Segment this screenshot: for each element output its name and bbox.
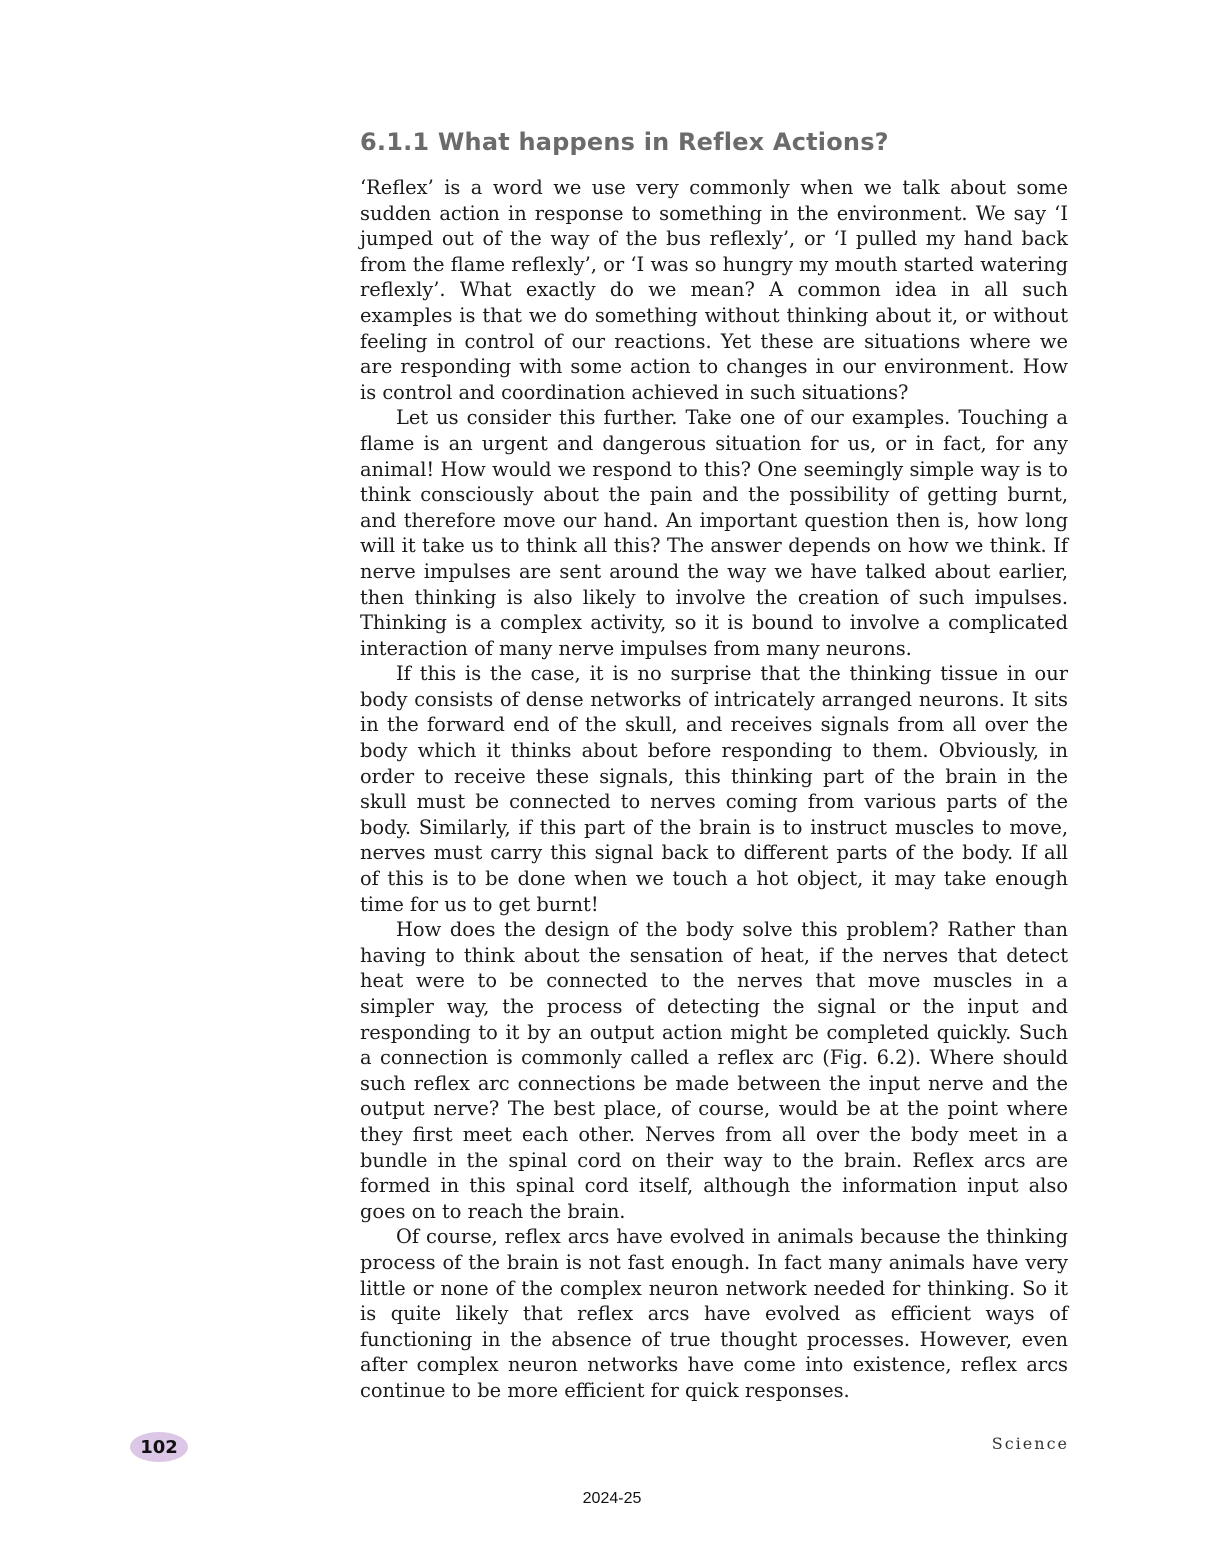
paragraph: If this is the case, it is no surprise that the thinking tissue in our body consists of dense networks of intricately arranged neurons. It sits in the forward end of the skull, and receives signals from all over the body which it thinks about before responding to them. Obviously, in order to receive these signals, this thinking part of the brain in the skull must be connected to nerves coming from various parts of the body. Similarly, if this part of the brain is to instruct muscles to move, nerves must carry this signal back to different parts of the body. If all of this is to be done when we touch a hot object, it may take enough time for us to get burnt! <box>360 662 1068 916</box>
edition-year: 2024-25 <box>582 1490 642 1507</box>
body-text <box>360 175 1068 1404</box>
paragraph: ‘Reflex’ is a word we use very commonly when we talk about some sudden action in response to something in the environment. We say ‘I jumped out of the way of the bus reflexly’, or ‘I pulled my hand back from the flame reflexly’, or ‘I was so hungry my mouth started watering reflexly’. What exactly do we mean? A common idea in all such examples is that we do something without thinking about it, or without feeling in control of our reactions. Yet these are situations where we are responding with some action to changes in our environment. How is control and coordination achieved in such situations? <box>360 176 1068 404</box>
page-number-badge <box>130 1432 188 1462</box>
paragraph: Of course, reflex arcs have evolved in animals because the thinking process of the brain is not fast enough. In fact many animals have very little or none of the complex neuron network needed for thinking. So it is quite likely that reflex arcs have evolved as efficient ways of functioning in the absence of true thought processes. However, even after complex neuron networks have come into existence, reflex arcs continue to be more efficient for quick responses. <box>360 1225 1068 1402</box>
page-number: 102 <box>140 1436 178 1458</box>
section-heading: 6.1.1 What happens in Reflex Actions? <box>360 128 889 156</box>
paragraph: Let us consider this further. Take one of our examples. Touching a flame is an urgent and dangerous situation for us, or in fact, for any animal! How would we respond to this? One seemingly simple way is to think consciously about the pain and the possibility of getting burnt, and therefore move our hand. An important question then is, how long will it take us to think all this? The answer depends on how we think. If nerve impulses are sent around the way we have talked about earlier, then thinking is also likely to involve the creation of such impulses. Thinking is a complex activity, so it is bound to involve a complicated interaction of many nerve impulses from many neurons. <box>360 406 1068 660</box>
subject-label: Science <box>991 1434 1069 1453</box>
paragraph: How does the design of the body solve this problem? Rather than having to think about the sensation of heat, if the nerves that detect heat were to be connected to the nerves that move muscles in a simpler way, the process of detecting the signal or the input and responding to it by an output action might be completed quickly. Such a connection is commonly called a reflex arc (Fig. 6.2). Where should such reflex arc connections be made between the input nerve and the output nerve? The best place, of course, would be at the point where they first meet each other. Nerves from all over the body meet in a bundle in the spinal cord on their way to the brain. Reflex arcs are formed in this spinal cord itself, although the information input also goes on to reach the brain. <box>360 918 1068 1223</box>
